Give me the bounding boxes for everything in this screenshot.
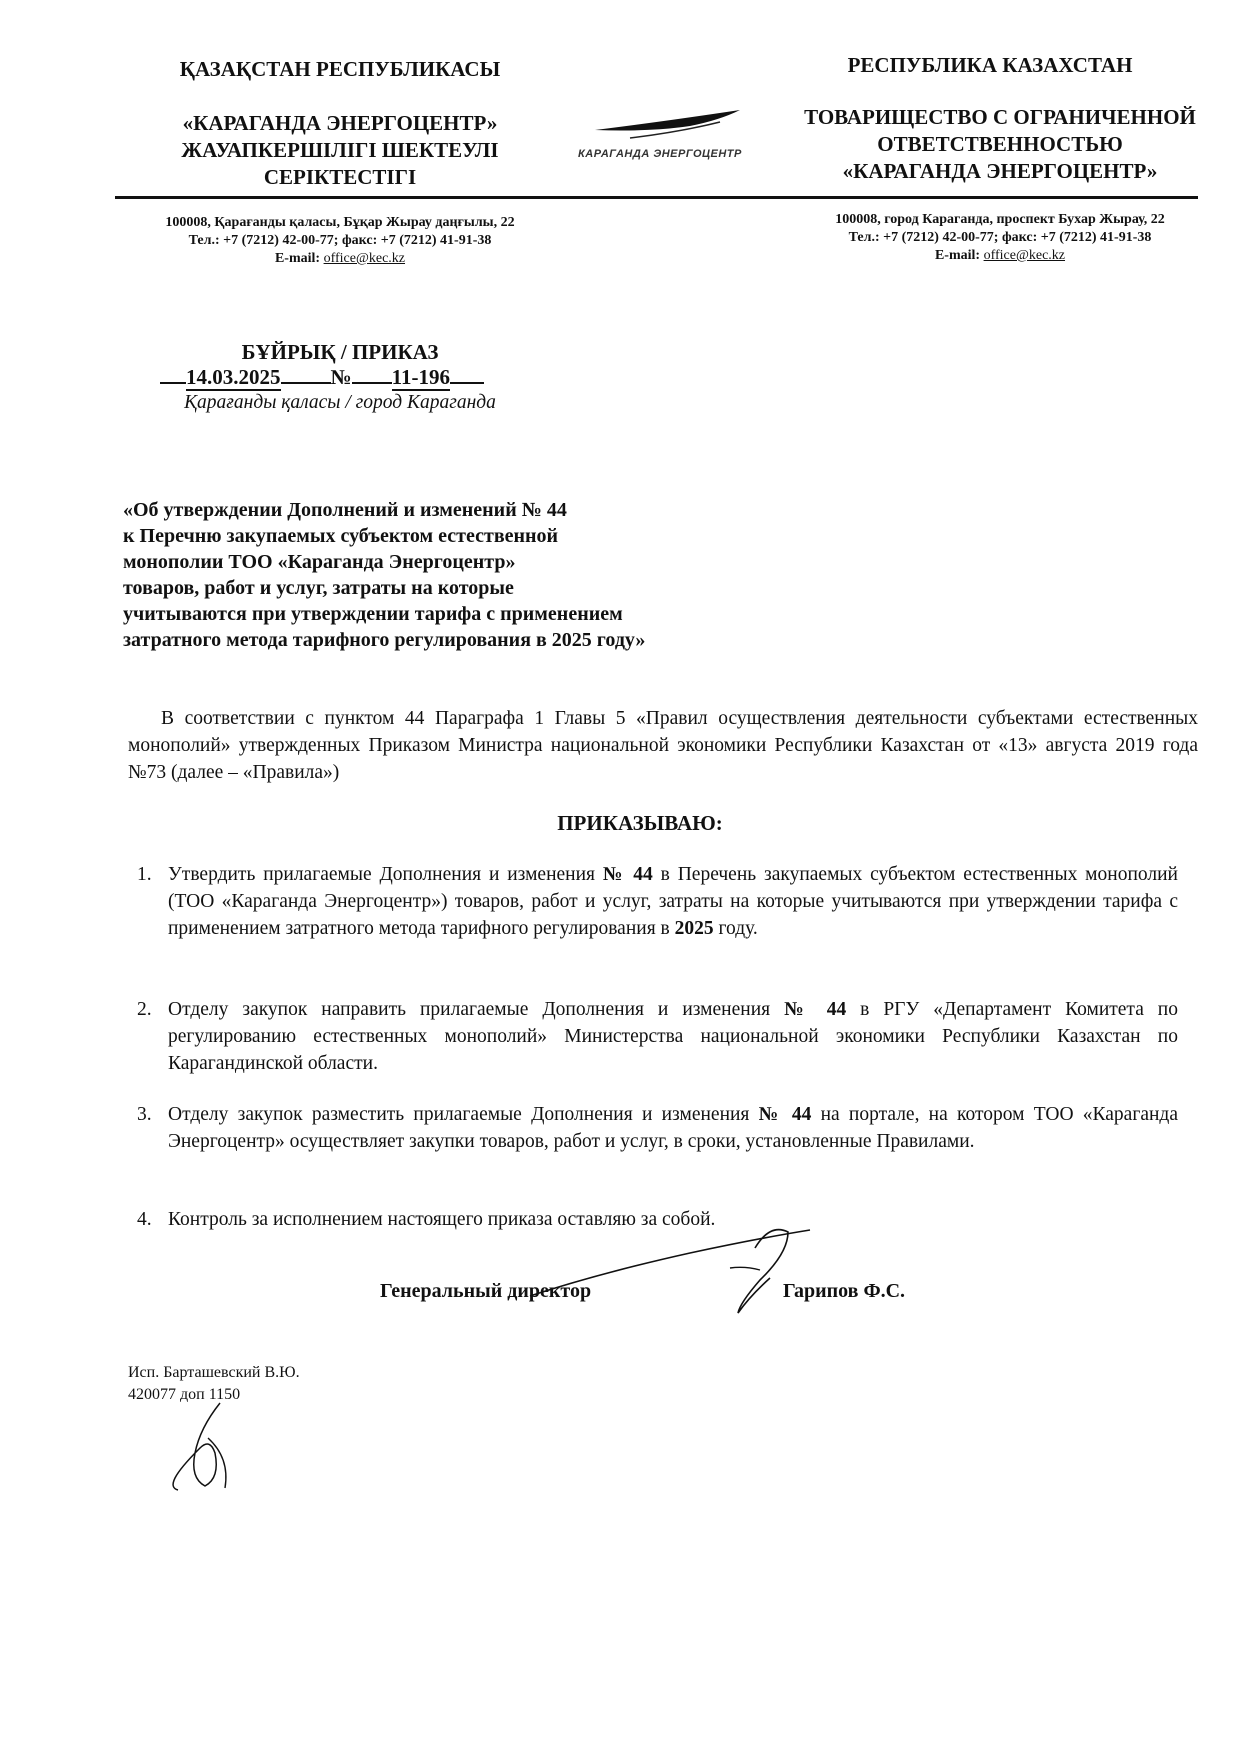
item-bold: 2025	[674, 918, 714, 939]
address-right-email-link[interactable]: office@kec.kz	[983, 248, 1066, 263]
item-text: в РГУ «Департамент Комитета по регулированию естественных монополий» Министерства национальной экономики Республики Казахстан по Карагандинской области.	[168, 999, 1178, 1074]
item-text: на портале, на котором ТОО «Караганда Энергоцентр» осуществляет закупки товаров, работ и услуг, в сроки, установленные Правилами.	[168, 1104, 1178, 1152]
item-text: Отделу закупок разместить прилагаемые Дополнения и изменения	[168, 1104, 759, 1125]
address-left-email-row	[110, 250, 570, 268]
item-bold: № 44	[602, 864, 653, 885]
order-number: 11-196	[391, 365, 450, 389]
item-number: 2.	[137, 999, 152, 1020]
address-right	[770, 211, 1230, 265]
address-left-email-label: E-mail:	[274, 251, 324, 266]
header-left-org-line1: «КАРАГАНДА ЭНЕРГОЦЕНТР»	[182, 111, 498, 135]
order-number-sign: №	[330, 365, 352, 389]
header-left-org-line2: ЖАУАПКЕРШІЛІГІ ШЕКТЕУЛІ	[181, 138, 499, 162]
order-item	[137, 996, 1178, 1077]
address-right-line2: Тел.: +7 (7212) 42-00-77; факс: +7 (7212) 41-91-38	[848, 230, 1152, 245]
header-left-org-line3: СЕРІКТЕСТІГІ	[263, 165, 417, 189]
address-left-line2: Тел.: +7 (7212) 42-00-77; факс: +7 (7212) 41-91-38	[188, 233, 492, 248]
order-city: Қарағанды қаласы / город Караганда	[184, 392, 496, 413]
header-left-org	[115, 110, 565, 191]
address-right-email-label: E-mail:	[934, 248, 984, 263]
signature-scribble-icon	[520, 1218, 820, 1338]
order-subject	[123, 497, 823, 653]
item-text: Отделу закупок направить прилагаемые Дополнения и изменения	[168, 999, 785, 1020]
address-right-line1: 100008, город Караганда, проспект Бухар Жырау, 22	[835, 212, 1165, 227]
order-date: 14.03.2025	[186, 365, 281, 389]
item-bold: № 44	[758, 1104, 812, 1125]
header-right-country: РЕСПУБЛИКА КАЗАХСТАН	[847, 53, 1133, 77]
address-right-email-row	[770, 247, 1230, 265]
address-left	[110, 214, 570, 268]
subject-line: товаров, работ и услуг, затраты на которые	[123, 577, 514, 599]
header-right-org-line2: ОТВЕТСТВЕННОСТЬЮ	[877, 132, 1123, 156]
executor-phone: 420077 доп 1150	[128, 1386, 241, 1403]
executor-name: Исп. Барташевский В.Ю.	[128, 1364, 300, 1381]
subject-line: учитываются при утверждении тарифа с применением	[123, 603, 623, 625]
logo-text: КАРАГАНДА ЭНЕРГОЦЕНТР	[578, 148, 742, 160]
order-item	[137, 861, 1178, 942]
order-item	[137, 1101, 1178, 1155]
address-left-email-link[interactable]: office@kec.kz	[323, 251, 406, 266]
subject-line: монополии ТОО «Караганда Энергоцентр»	[123, 551, 516, 573]
item-number: 3.	[137, 1104, 152, 1125]
initials-scribble-icon	[160, 1398, 250, 1498]
item-number: 4.	[137, 1209, 152, 1230]
company-logo	[570, 100, 770, 170]
order-date-number-row	[160, 365, 520, 390]
header-right-org-line1: ТОВАРИЩЕСТВО С ОГРАНИЧЕННОЙ	[804, 105, 1196, 129]
signature-handwriting	[520, 1218, 820, 1338]
preamble-paragraph: В соответствии с пунктом 44 Параграфа 1 Главы 5 «Правил осуществления деятельности субъектами естественных монополий» утвержденных Приказом Министра национальной экономики Республики Казахстан от «13» августа 2019 года №73 (далее – «Правила»)	[128, 708, 1198, 783]
item-text: Утвердить прилагаемые Дополнения и изменения	[168, 864, 603, 885]
item-number: 1.	[137, 864, 152, 885]
item-text: в Перечень закупаемых субъектом естественных монополий (ТОО «Караганда Энергоцентр») товаров, работ и услуг, затраты на которые учитываются при утверждении тарифа с применением затратного метода тарифного регулирования в	[168, 864, 1178, 939]
subject-line: затратного метода тарифного регулирования в 2025 году»	[123, 629, 646, 651]
command-heading: ПРИКАЗЫВАЮ:	[557, 811, 723, 835]
header-right-org	[775, 104, 1225, 185]
header-right-org-line3: «КАРАГАНДА ЭНЕРГОЦЕНТР»	[842, 159, 1158, 183]
executor-initials	[160, 1398, 250, 1498]
header-divider	[115, 196, 1198, 199]
order-heading: БҰЙРЫҚ / ПРИКАЗ	[241, 340, 439, 364]
item-text: Контроль за исполнением настоящего приказа оставляю за собой.	[168, 1209, 716, 1230]
address-left-line1: 100008, Қарағанды қаласы, Бұқар Жырау даңғылы, 22	[165, 215, 515, 230]
subject-line: к Перечню закупаемых субъектом естественной	[123, 525, 559, 547]
item-bold: № 44	[784, 999, 847, 1020]
item-text: году.	[713, 918, 758, 939]
header-left-country: ҚАЗАҚСТАН РЕСПУБЛИКАСЫ	[179, 57, 501, 81]
subject-line: «Об утверждении Дополнений и изменений № 44	[123, 499, 567, 521]
signature-position: Генеральный директор	[380, 1280, 592, 1302]
signature-name: Гарипов Ф.С.	[783, 1280, 906, 1302]
